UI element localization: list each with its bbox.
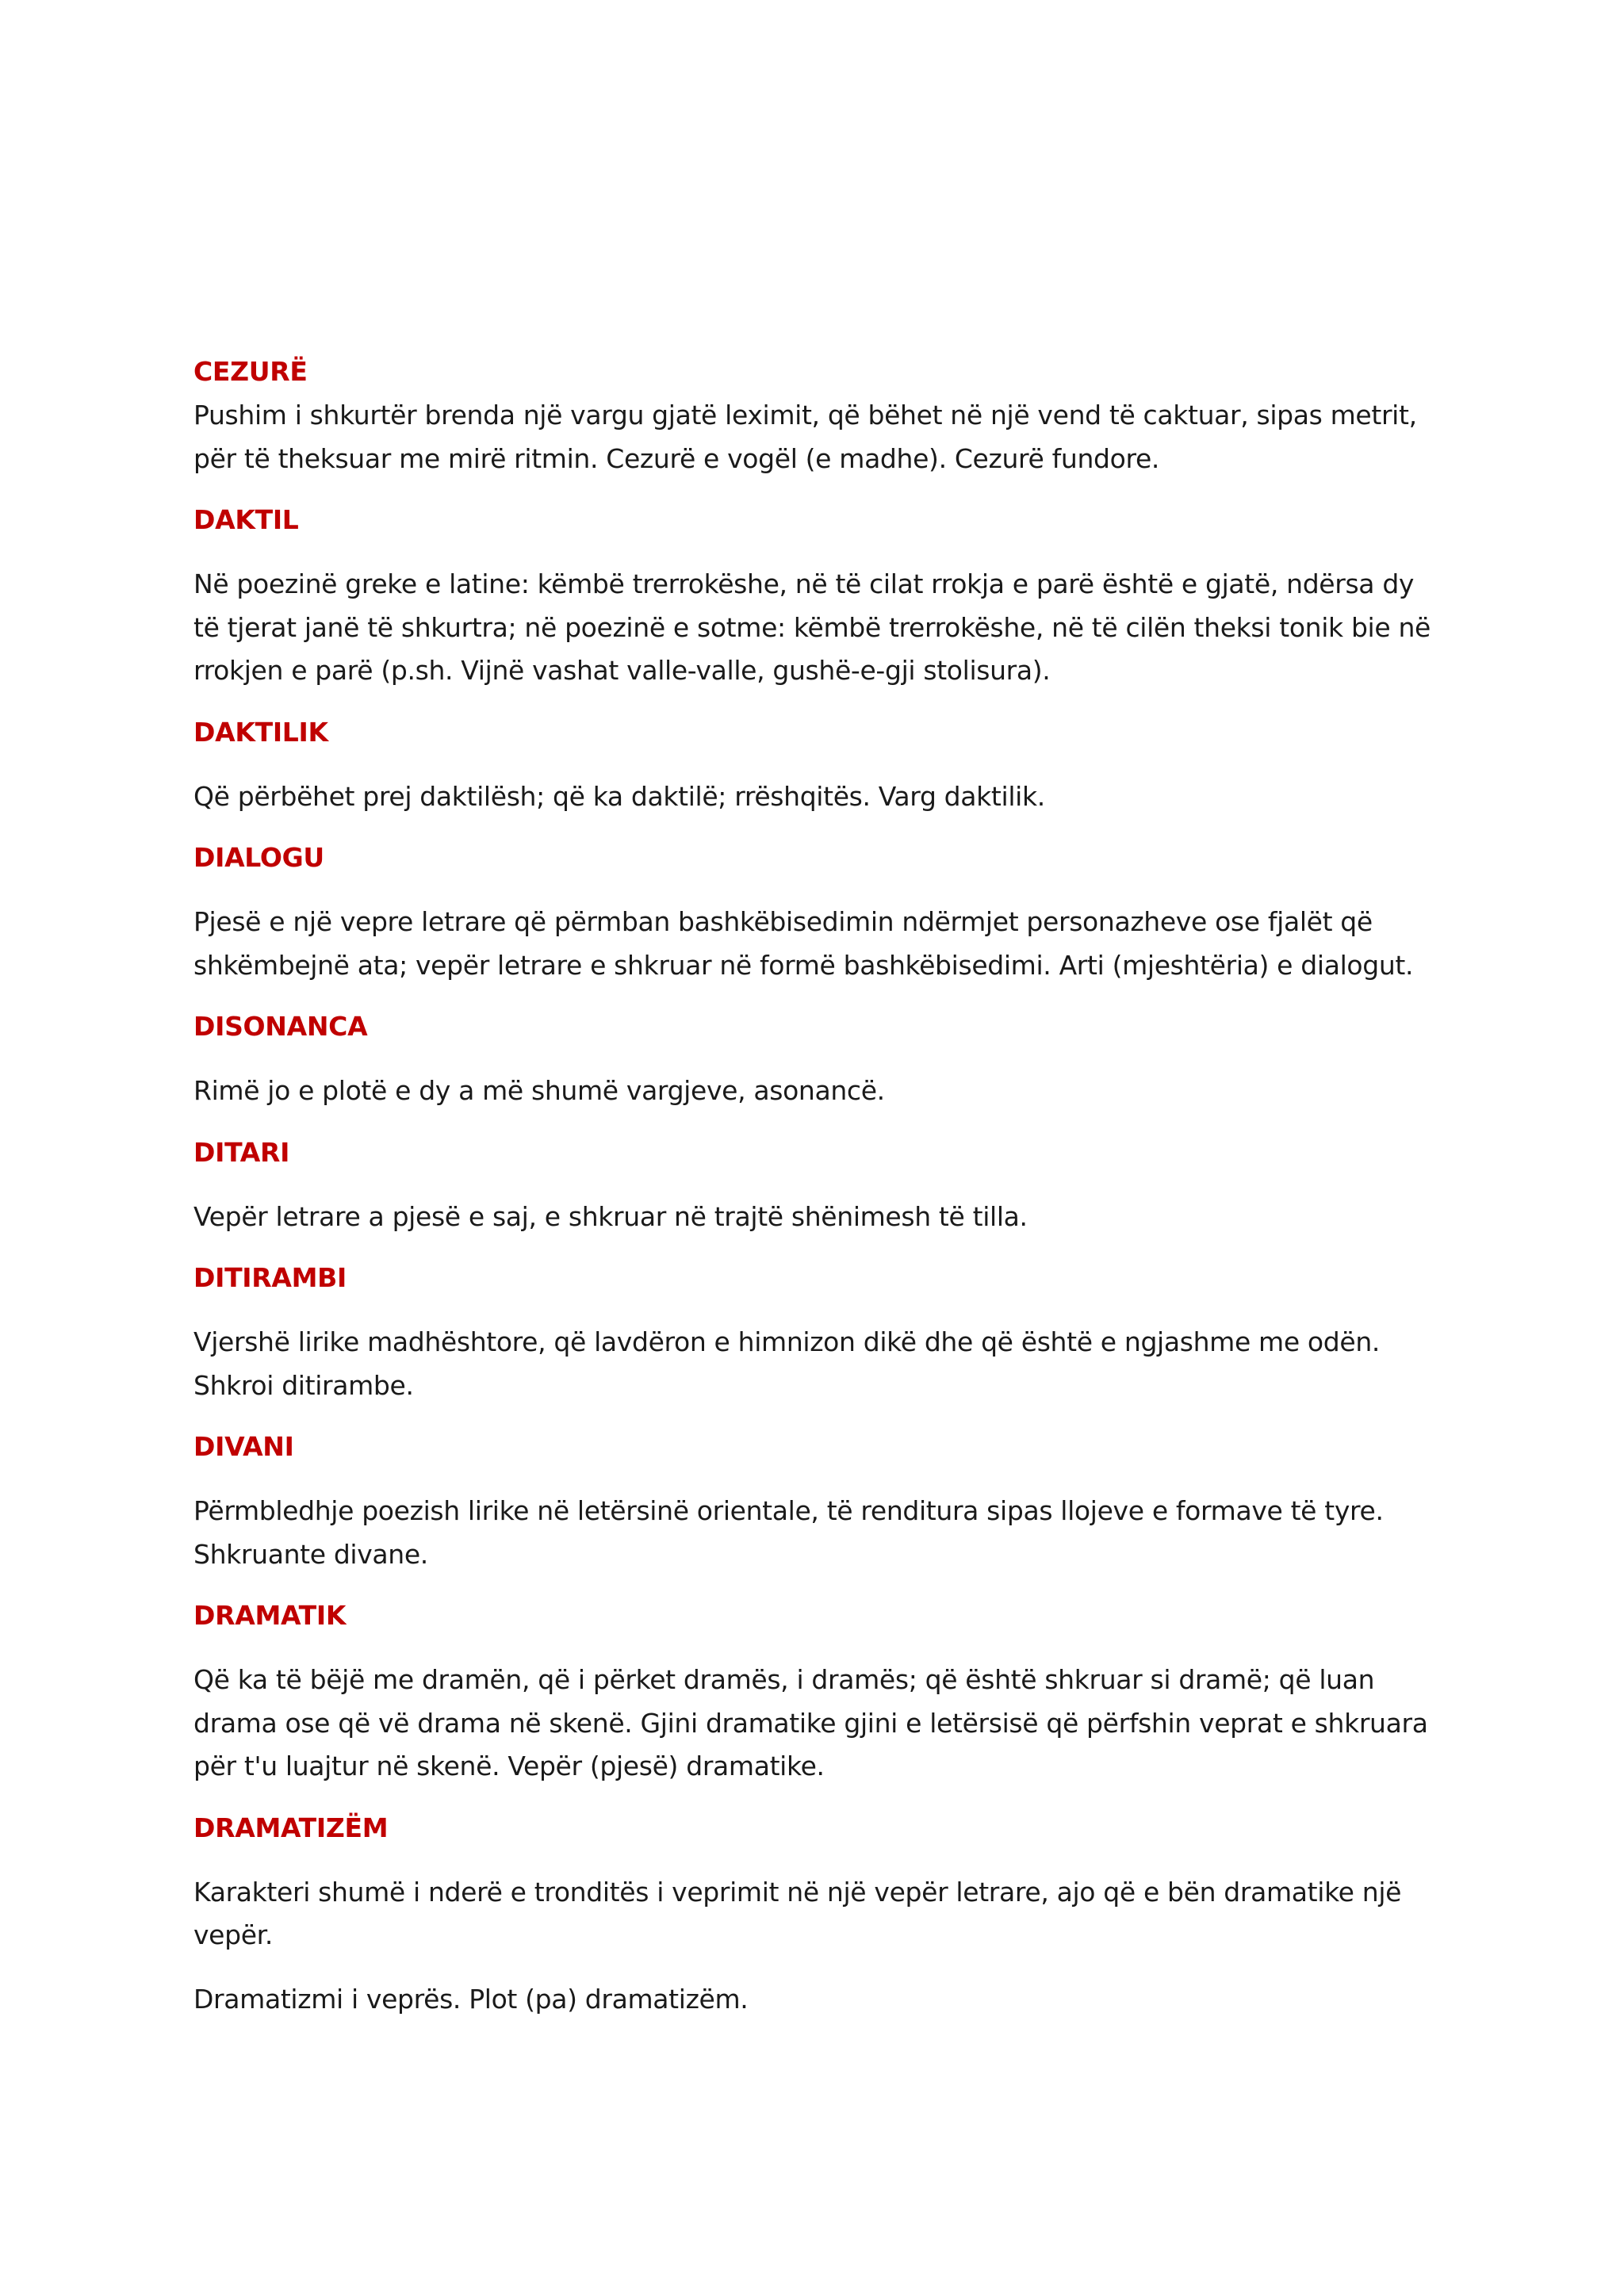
glossary-entry-dramatik: [193, 1594, 1446, 1789]
glossary-entry-dialogu: [193, 836, 1446, 987]
term-example: Dramatizmi i veprës. Plot (pa) dramatizëm.: [193, 1983, 749, 2015]
term-definition: Që përbëhet prej daktilësh; që ka daktilë; rrëshqitës. Varg daktilik.: [193, 780, 1045, 812]
term-definition: Pjesë e një vepre letrare që përmban bashkëbisedimin ndërmjet personazheve ose fjalët që shkëmbejnë ata; vepër letrare e shkruar në formë bashkëbisedimi. Arti (mjeshtëria) e dialogut.: [193, 906, 1414, 981]
glossary-entry-dramatizem: [193, 1806, 1446, 2022]
glossary-entry-disonanca: [193, 1004, 1446, 1113]
term-definition: Rimë jo e plotë e dy a më shumë vargjeve, asonancë.: [193, 1075, 885, 1106]
term-heading: DITIRAMBI: [193, 1262, 347, 1293]
glossary-entry-divani: [193, 1425, 1446, 1576]
glossary-entry-daktil: [193, 498, 1446, 693]
glossary: [193, 350, 1446, 2021]
term-definition: Në poezinë greke e latine: këmbë trerrokëshe, në të cilat rrokja e parë është e gjatë, ndërsa dy të tjerat janë të shkurtra; në poezinë e sotme: këmbë trerrokëshe, në të cilën theksi tonik bie në rrokjen e parë (p.sh. Vijnë vashat valle-valle, gushë-e-gji stolisura).: [193, 568, 1431, 686]
term-heading: CEZURË: [193, 356, 308, 387]
term-heading: DAKTIL: [193, 504, 299, 535]
glossary-entry-daktilik: [193, 710, 1446, 819]
term-heading: DISONANCA: [193, 1011, 368, 1042]
term-definition: Pushim i shkurtër brenda një vargu gjatë leximit, që bëhet në një vend të caktuar, sipas metrit, për të theksuar me mirë ritmin. Cezurë e vogël (e madhe). Cezurë fundore.: [193, 400, 1417, 474]
glossary-entry-cezure: [193, 350, 1446, 480]
term-heading: DIVANI: [193, 1431, 294, 1462]
glossary-entry-ditari: [193, 1131, 1446, 1239]
term-heading: DIALOGU: [193, 842, 324, 873]
term-definition: Përmbledhje poezish lirike në letërsinë orientale, të renditura sipas llojeve e formave të tyre. Shkruante divane.: [193, 1495, 1384, 1570]
term-definition: Vjershë lirike madhështore, që lavdëron e himnizon dikë dhe që është e ngjashme me odën. Shkroi ditirambe.: [193, 1326, 1381, 1401]
term-definition: Karakteri shumë i nderë e tronditës i veprimit në një vepër letrare, ajo që e bën dramatike një vepër.: [193, 1876, 1402, 1950]
term-heading: DITARI: [193, 1136, 290, 1168]
term-heading: DRAMATIK: [193, 1600, 347, 1631]
term-heading: DAKTILIK: [193, 716, 328, 748]
term-definition: Që ka të bëjë me dramën, që i përket dramës, i dramës; që është shkruar si dramë; që luan drama ose që vë drama në skenë. Gjini dramatike gjini e letërsisë që përfshin veprat e shkruara për t'u luajtur në skenë. Vepër (pjesë) dramatike.: [193, 1664, 1428, 1781]
glossary-entry-ditirambi: [193, 1256, 1446, 1407]
term-heading: DRAMATIZËM: [193, 1812, 389, 1843]
term-definition: Vepër letrare a pjesë e saj, e shkruar në trajtë shënimesh të tilla.: [193, 1200, 1028, 1232]
